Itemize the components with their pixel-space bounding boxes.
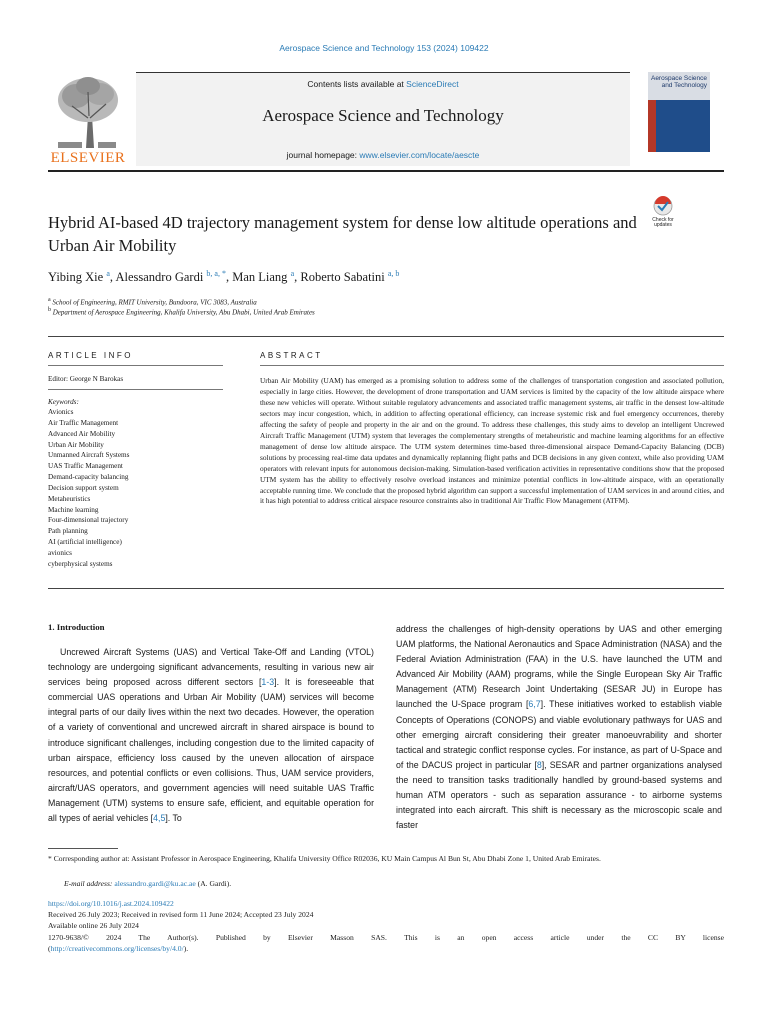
section-heading-introduction: 1. Introduction — [48, 622, 105, 632]
contents-prefix: Contents lists available at — [307, 79, 407, 89]
footnote-rule — [48, 848, 118, 849]
paper-title: Hybrid AI-based 4D trajectory management system for dense low altitude operations and Urban Air Mobility — [48, 213, 637, 255]
article-info-rule — [48, 365, 223, 366]
citation-link[interactable]: 1-3 — [261, 677, 275, 688]
body-text: ], SESAR and partner organizations analysed the need to transition tasks traditionally handled by ground-based systems and human ATM operators - such as separation assurance - to airborne systems integrated into each aircraft. This shift is necessary as the microscopic scale and faster — [396, 759, 722, 831]
affiliation — [48, 297, 688, 306]
license-link[interactable]: http://creativecommons.org/licenses/by/4.0/ — [50, 943, 184, 953]
body-text: Uncrewed Aircraft Systems (UAS) and Vertical Take-Off and Landing (VTOL) technology are undergoing significant advancements, resulting in various new air services being proposed across different sectors [ — [48, 647, 374, 688]
email-suffix: (A. Gardi). — [195, 879, 232, 888]
editor-line: Editor: George N Barokas — [48, 375, 124, 383]
check-updates-label: Check for updates — [652, 217, 674, 228]
author-name[interactable]: Man Liang — [232, 270, 288, 285]
sciencedirect-link[interactable]: ScienceDirect — [406, 79, 459, 89]
keyword-item: UAS Traffic Management — [48, 462, 123, 471]
keywords-list — [48, 407, 223, 570]
doi-link[interactable]: https://doi.org/10.1016/j.ast.2024.109422 — [48, 899, 174, 908]
received-dates: Received 26 July 2023; Received in revised form 11 June 2024; Accepted 23 July 2024 — [48, 910, 314, 920]
keyword-item: Air Traffic Management — [48, 418, 119, 427]
email-label: E-mail address: — [64, 879, 115, 888]
corresponding-author-note: * Corresponding author at: Assistant Professor in Aerospace Engineering, Khalifa University Office R02036, KU Main Campus Al Bun St, Abu Dhabi Zone 1, United Arab Emirates. — [48, 854, 601, 863]
section-divider — [48, 336, 724, 337]
body-text: ]. It is foreseeable that commercial UAS operations and Urban Air Mobility (UAM) services will become integral parts of our daily lives within the next two decades. However, the operation of a variety of conventional and uncrewed aircraft in shared airspace is bound to introduce significant challenges, including congestion due to the limited capacity of urban airspace, efficiency loss caused by the uneven allocation of airspace resources, and potential conflicts or even collisions. Thus, UAM service providers, aircraft/UAS operators, and government agencies will need suitable UAS Traffic Management (UTM) systems to ensure safe, efficient, and equitable operation for all types of aerial vehicles [ — [48, 677, 374, 824]
keyword-item: Decision support system — [48, 483, 119, 492]
cover-stripe — [648, 100, 656, 152]
author-affil-mark[interactable]: b, a, * — [206, 269, 226, 278]
author-name[interactable]: Yibing Xie — [48, 270, 104, 285]
license-link-line: (http://creativecommons.org/licenses/by/4.0/). — [48, 943, 189, 953]
author-affil-mark[interactable]: a, b — [387, 269, 400, 278]
body-text: ]. To — [165, 813, 182, 824]
author-name[interactable]: Alessandro Gardi — [115, 270, 204, 285]
body-column-right — [396, 622, 722, 833]
journal-title: Aerospace Science and Technology — [262, 106, 504, 125]
keyword-item: avionics — [48, 548, 72, 557]
affiliation-mark: a — [48, 297, 51, 303]
email-link[interactable]: alessandro.gardi@ku.ac.ae — [114, 879, 196, 888]
homepage-prefix: journal homepage: — [286, 150, 360, 160]
keyword-item: Avionics — [48, 408, 74, 416]
online-date: Available online 26 July 2024 — [48, 921, 139, 931]
editor-rule — [48, 389, 223, 390]
author-affil-mark[interactable]: a — [290, 269, 295, 278]
license-suffix: ). — [183, 943, 189, 953]
homepage-link[interactable]: www.elsevier.com/locate/aescte — [359, 150, 480, 160]
affiliation-text: School of Engineering, RMIT University, Bundoora, VIC 3083, Australia — [52, 298, 257, 307]
affiliation-text: Department of Aerospace Engineering, Khalifa University, Abu Dhabi, United Arab Emirates — [52, 308, 315, 317]
author-name[interactable]: Roberto Sabatini — [300, 270, 385, 285]
author-affil-mark[interactable]: a — [106, 269, 110, 278]
keyword-item: AI (artificial intelligence) — [48, 538, 122, 547]
email-note — [64, 878, 724, 889]
abstract-end-rule — [48, 588, 724, 589]
citation-link[interactable]: 4,5 — [153, 813, 166, 824]
affiliation — [48, 307, 688, 316]
header-rule — [48, 170, 724, 172]
body-text: address the challenges of high-density operations by UAS and other emerging UAM platforms, the National Aeronautics and Space Administration (NASA) and the Federal Aviation Administration (FAA) in the U.S. have launched the UTM and Advanced Air Mobility (AAM) programs, while the Single European Sky Air Traffic Management (ATM) Research Joint Undertaking (SESAR JU) in Europe has launched the U-Space program [ — [396, 624, 722, 710]
keywords-label: Keywords: — [48, 398, 79, 406]
keyword-item: Four-dimensional trajectory — [48, 516, 129, 525]
author-list: Yibing Xie $^a$, Alessandro Gardi $^{b, a, *}$, Man Liang $^a$, Roberto Sabatini $^{a, b}$ — [48, 269, 400, 285]
article-info-heading: ARTICLE INFO — [48, 351, 133, 360]
check-for-updates-badge[interactable] — [648, 196, 678, 228]
cover-title: Aerospace Science and Technology — [648, 72, 710, 100]
keyword-item: cyberphysical systems — [48, 559, 113, 568]
citation-link[interactable]: 8 — [536, 759, 542, 770]
journal-citation[interactable]: Aerospace Science and Technology 153 (2024) 109422 — [279, 43, 489, 53]
citation-link[interactable]: 6,7 — [528, 699, 541, 710]
journal-cover-thumbnail[interactable] — [648, 72, 710, 152]
keyword-item: Demand-capacity balancing — [48, 473, 129, 482]
check-updates-icon — [652, 196, 674, 216]
elsevier-wordmark: ELSEVIER — [50, 150, 126, 166]
keyword-item: Advanced Air Mobility — [48, 429, 116, 438]
abstract-heading: ABSTRACT — [260, 351, 323, 360]
keyword-item: Urban Air Mobility — [48, 440, 104, 449]
keyword-item: Path planning — [48, 527, 88, 536]
affiliation-mark: b — [48, 307, 51, 313]
journal-homepage — [136, 150, 630, 160]
article-metadata — [48, 898, 724, 954]
body-text: ]. These initiatives worked to establish viable Concepts of Operations (CONOPS) and viable evolutionary pathways for UAS and other emerging aircraft considering their greater manoeuvrability and shorter tactical and strategic conflict response cycles. For instance, as part of U-Space and of the DACUS project in particular [ — [396, 699, 722, 770]
journal-band — [136, 94, 630, 166]
keyword-item: Metaheuristics — [48, 494, 91, 503]
journal-header — [48, 70, 724, 170]
abstract-rule — [260, 365, 724, 366]
body-column-left — [48, 645, 374, 826]
keyword-item: Unmanned Aircraft Systems — [48, 451, 130, 460]
contents-line — [136, 72, 630, 95]
keyword-item: Machine learning — [48, 505, 99, 514]
license-text: 1270-9638/© 2024 The Author(s). Published by Elsevier Masson SAS. This is an open access article under the CC BY license — [48, 932, 724, 942]
abstract-text: Urban Air Mobility (UAM) has emerged as a promising solution to address some of the challenges of transportation congestion and associated pollution, especially in large cities. However, the development of drone transportation and UAM services is limited by the capacity of the low altitude airspace where these new vehicles will operate. Without suitable regulatory advancements and associated traffic management systems, air traffic in the densest low-altitude sectors may incur congestion, which, in addition to affecting operational efficiency, can increase systemic risk and fuel emergency occurrences, thereby affecting the safety of people and property in the air and on the ground. To address these challenges, this study aims to develop an intelligent Uncrewed Aircraft Traffic Management (UTM) system that leverages the complementary strengths of metaheuristic and machine learning algorithms for an effective management of dense low altitude airspace. The UTM system determines time-based three-dimensional airspace Demand-Capacity Balancing (DCB) solutions by processing real-time data updates and dynamically replanning flight paths and DCB decisions in any given context, while also providing UAM operators with relevant inputs for autonomous decision-making. Simulation-based verification activities in representative conditions show that the proposed UTM system has the ability to effectively resolve overload instances and minimize potential conflicts in low-altitude airspace, with an operationally acceptable running time. We conclude that the proposed hybrid algorithm can support a successful implementation of UAM services in and around cities, and it has high potential to address critical airspace resource constraints also in traditional Air Traffic Flow Management (ATFM). — [260, 376, 724, 506]
